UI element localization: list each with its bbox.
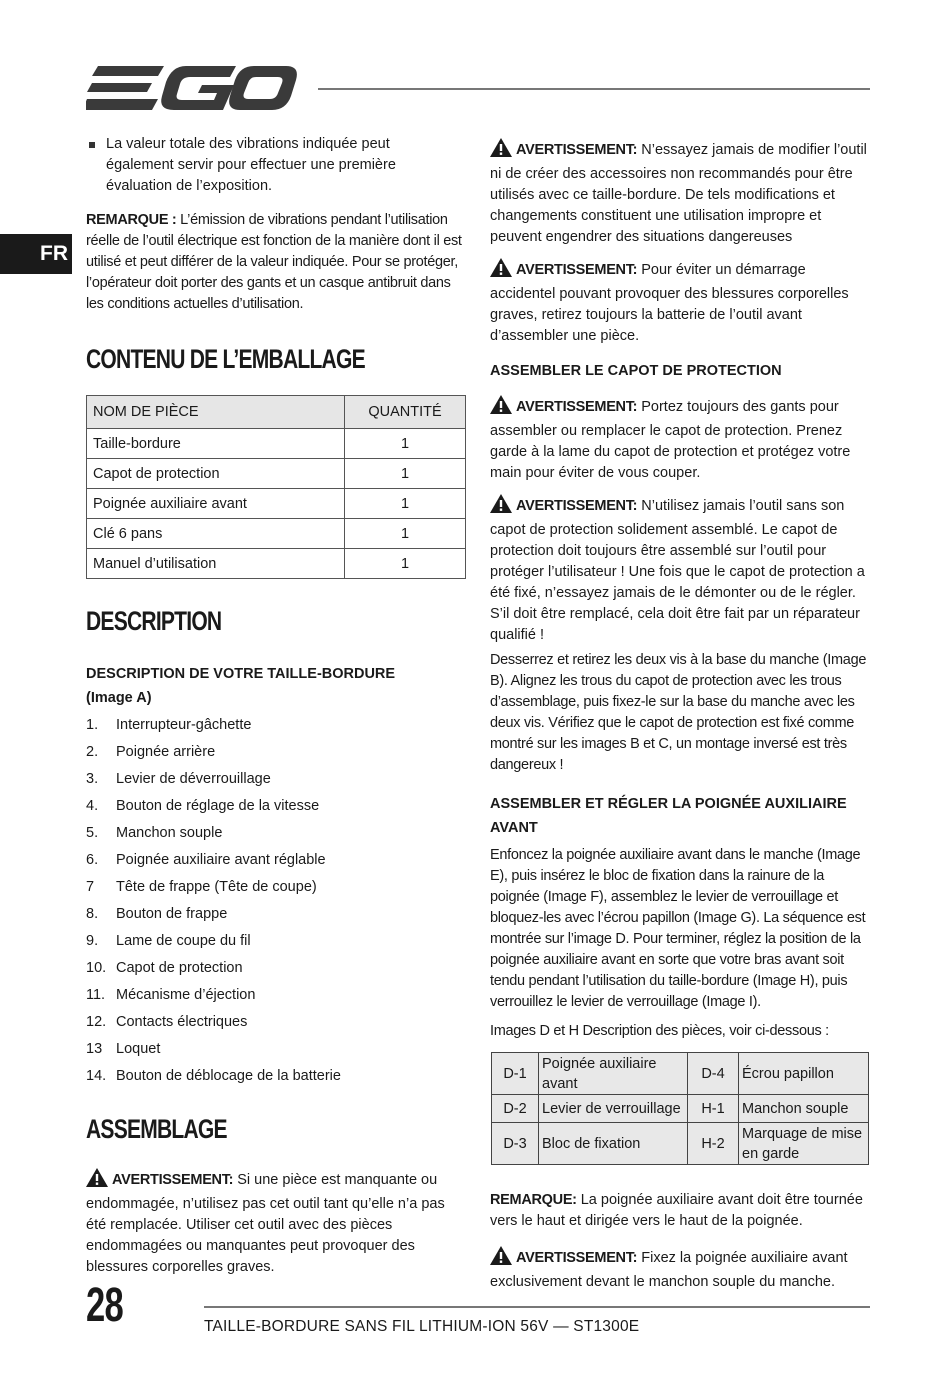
list-item-label: Tête de frappe (Tête de coupe) — [116, 879, 317, 895]
warning-text: Si une pièce est manquante ou endommagée, n’utilisez pas cet outil tant qu’elle n’a pas été remplacée. Utiliser cet outil avec des pièces endommagées ou manquantes peut provoquer des blessures corporelles graves. — [86, 1172, 445, 1275]
remarque-label: REMARQUE : — [86, 212, 177, 228]
part-qty: 1 — [345, 549, 466, 579]
page-number: 28 — [86, 1279, 124, 1332]
warning-gloves — [490, 395, 872, 484]
part-code: D-2 — [492, 1095, 539, 1123]
capot-instructions: Desserrez et retirez les deux vis à la base du manche (Image B). Alignez les trous du capot de protection avec les trous d’assemblage, puis fixez-le sur la base du manche avec les deux vis. Vérifiez que le capot de protection est fixé comme montré sur les images B et C, un montage inversé est très dangereux ! — [490, 652, 867, 773]
list-item-number: 14. — [86, 1068, 107, 1084]
language-tab: FR — [0, 234, 72, 274]
list-item-label: Bouton de réglage de la vitesse — [116, 798, 320, 814]
description-title: DESCRIPTION — [86, 606, 222, 636]
assemblage-warning — [86, 1168, 458, 1278]
parts-table — [86, 395, 466, 579]
warning-position — [490, 1246, 872, 1293]
list-item — [86, 1063, 466, 1090]
part-name: Taille-bordure — [87, 429, 345, 459]
contenu-title: CONTENU DE L’EMBALLAGE — [86, 344, 365, 374]
list-item-label: Loquet — [116, 1041, 161, 1057]
list-item — [86, 955, 466, 982]
list-item — [86, 793, 466, 820]
table-row — [87, 429, 466, 459]
table-row — [492, 1053, 869, 1095]
warning-icon — [86, 1168, 108, 1194]
footer-title: TAILLE-BORDURE SANS FIL LITHIUM-ION 56V — ST1300E — [204, 1318, 640, 1335]
remarque-text: L’émission de vibrations pendant l’utilisation réelle de l’outil électrique est fonction de la manière dont il est utilisé et peut différer de la valeur indiquée. Pour se protéger, l’opérateur doit porter des gants et un casque antibruit dans les conditions actuelles d’utilisation. — [86, 212, 462, 312]
part-qty: 1 — [345, 459, 466, 489]
list-item-number: 11. — [86, 987, 106, 1003]
list-item-number: 3. — [86, 771, 99, 787]
list-item — [86, 820, 466, 847]
list-item-number: 9. — [86, 933, 99, 949]
description-subhead — [86, 662, 466, 710]
list-item — [86, 712, 466, 739]
warning-label: AVERTISSEMENT: — [516, 498, 638, 514]
part-label: Poignée auxiliaire avant — [539, 1053, 688, 1095]
bullet-square-icon — [89, 142, 95, 148]
list-item-number: 2. — [86, 744, 99, 760]
list-item-label: Poignée auxiliaire avant réglable — [116, 852, 326, 868]
warning-label: AVERTISSEMENT: — [516, 1250, 638, 1266]
warning-label: AVERTISSEMENT: — [516, 399, 638, 415]
table-row — [492, 1095, 869, 1123]
warning-battery — [490, 258, 872, 347]
list-item-number: 1. — [86, 717, 99, 733]
part-name: Clé 6 pans — [87, 519, 345, 549]
list-item-number: 10. — [86, 960, 107, 976]
warning-text: N’essayez jamais de modifier l’outil ni de créer des accessoires non recommandés pour être utilisés avec ce taille-bordure. De tels modifications et changements constituent une utilisation impropre et peuvent engendrer des situations dangereuses — [490, 142, 867, 245]
poignee-subhead-line1: ASSEMBLER ET RÉGLER LA POIGNÉE AUXILIAIRE — [490, 796, 847, 812]
list-item — [86, 739, 466, 766]
footer-rule — [204, 1306, 870, 1308]
list-item-label: Lame de coupe du fil — [116, 933, 251, 949]
warning-icon — [490, 395, 512, 421]
description-list — [86, 712, 466, 1090]
list-item-number: 13 — [86, 1041, 103, 1057]
images-caption: Images D et H Description des pièces, voir ci-dessous : — [490, 1023, 829, 1039]
warning-text: Pour éviter un démarrage accidentel pouvant provoquer des blessures corporelles graves, retirez toujours la batterie de l’outil avant d’assembler une pièce. — [490, 262, 849, 344]
table-row — [87, 489, 466, 519]
part-label: Marquage de mise en garde — [739, 1123, 869, 1165]
capot-subhead: ASSEMBLER LE CAPOT DE PROTECTION — [490, 363, 782, 379]
list-item-number: 8. — [86, 906, 99, 922]
remarque-label: REMARQUE: — [490, 1192, 577, 1208]
part-label: Levier de verrouillage — [539, 1095, 688, 1123]
warning-modify — [490, 138, 872, 248]
part-qty: 1 — [345, 489, 466, 519]
list-item — [86, 847, 466, 874]
vibration-bullet: La valeur totale des vibrations indiquée peut également servir pour effectuer une première évaluation de l’exposition. — [86, 134, 446, 197]
table-row — [87, 519, 466, 549]
warning-label: AVERTISSEMENT: — [112, 1172, 234, 1188]
warning-text: N’utilisez jamais l’outil sans son capot de protection solidement assemblé. Le capot de protection doit toujours être assemblé sur l’outil pour protéger l’utilisateur ! Une fois que le capot de protection a été fixé, n’essayez jamais de le démonter ou de le régler. S’il doit être remplacé, cela doit être fait par un réparateur qualifié ! — [490, 498, 865, 643]
part-qty: 1 — [345, 429, 466, 459]
list-item-label: Bouton de déblocage de la batterie — [116, 1068, 341, 1084]
list-item — [86, 982, 466, 1009]
remarque-poignee — [490, 1190, 874, 1232]
list-item-label: Mécanisme d’éjection — [116, 987, 256, 1003]
parts-table-header — [87, 396, 466, 429]
list-item — [86, 1036, 466, 1063]
part-code: D-1 — [492, 1053, 539, 1095]
part-qty: 1 — [345, 519, 466, 549]
warning-label: AVERTISSEMENT: — [516, 262, 638, 278]
header-rule — [318, 88, 870, 90]
warning-text: Portez toujours des gants pour assembler ou remplacer le capot de protection. Prenez garde à la lame du capot de protection et protégez votre main pour éviter de vous couper. — [490, 399, 851, 481]
warning-text: Fixez la poignée auxiliaire avant exclusivement devant le manchon souple du manche. — [490, 1250, 848, 1290]
list-item-label: Levier de déverrouillage — [116, 771, 271, 787]
remarque-text: La poignée auxiliaire avant doit être tournée vers le haut et dirigée vers le haut de la poignée. — [490, 1192, 863, 1229]
warning-label: AVERTISSEMENT: — [516, 142, 638, 158]
warning-icon — [490, 258, 512, 284]
list-item — [86, 928, 466, 955]
header-name: NOM DE PIÈCE — [87, 396, 345, 429]
list-item — [86, 1009, 466, 1036]
table-row — [87, 549, 466, 579]
list-item-label: Manchon souple — [116, 825, 223, 841]
warning-icon — [490, 138, 512, 164]
warning-icon — [490, 494, 512, 520]
list-item-label: Poignée arrière — [116, 744, 216, 760]
part-name: Manuel d’utilisation — [87, 549, 345, 579]
list-item-number: 6. — [86, 852, 99, 868]
remarque-paragraph — [86, 210, 466, 315]
header-qty: QUANTITÉ — [345, 396, 466, 429]
part-label: Bloc de fixation — [539, 1123, 688, 1165]
list-item-label: Bouton de frappe — [116, 906, 228, 922]
list-item-label: Capot de protection — [116, 960, 243, 976]
table-row — [87, 459, 466, 489]
list-item — [86, 901, 466, 928]
warning-icon — [490, 1246, 512, 1272]
list-item-number: 4. — [86, 798, 99, 814]
part-label: Écrou papillon — [739, 1053, 869, 1095]
poignee-subhead-line2: AVANT — [490, 820, 538, 836]
list-item-number: 5. — [86, 825, 99, 841]
list-item-label: Interrupteur-gâchette — [116, 717, 252, 733]
table-row — [492, 1123, 869, 1165]
part-name: Poignée auxiliaire avant — [87, 489, 345, 519]
part-code: D-3 — [492, 1123, 539, 1165]
list-item-number: 7 — [86, 879, 95, 895]
description-subhead-line1: DESCRIPTION DE VOTRE TAILLE-BORDURE — [86, 666, 396, 682]
part-label: Manchon souple — [739, 1095, 869, 1123]
ego-logo — [86, 64, 298, 114]
list-item — [86, 874, 466, 901]
poignee-subhead — [490, 792, 872, 840]
warning-guard — [490, 494, 872, 646]
part-code: H-2 — [688, 1123, 739, 1165]
poignee-instructions: Enfoncez la poignée auxiliaire avant dans le manche (Image E), puis insérez le bloc de fixation dans la rainure de la poignée (Image F), assemblez le levier de verrouillage et bloquez-les avec l’écrou papillon (Image G). La séquence est montrée sur l’image D. Pour terminer, réglez la position de la poignée auxiliaire avant en sorte que votre bras avant soit tendu pendant l’utilisation du taille-bordure (Image H), puis verrouillez le levier de verrouillage (Image I). — [490, 847, 866, 1010]
list-item-number: 12. — [86, 1014, 107, 1030]
description-subhead-line2: (Image A) — [86, 690, 152, 706]
list-item — [86, 766, 466, 793]
images-dh-table — [491, 1052, 869, 1165]
assemblage-title: ASSEMBLAGE — [86, 1114, 227, 1144]
part-name: Capot de protection — [87, 459, 345, 489]
part-code: D-4 — [688, 1053, 739, 1095]
part-code: H-1 — [688, 1095, 739, 1123]
list-item-label: Contacts électriques — [116, 1014, 248, 1030]
